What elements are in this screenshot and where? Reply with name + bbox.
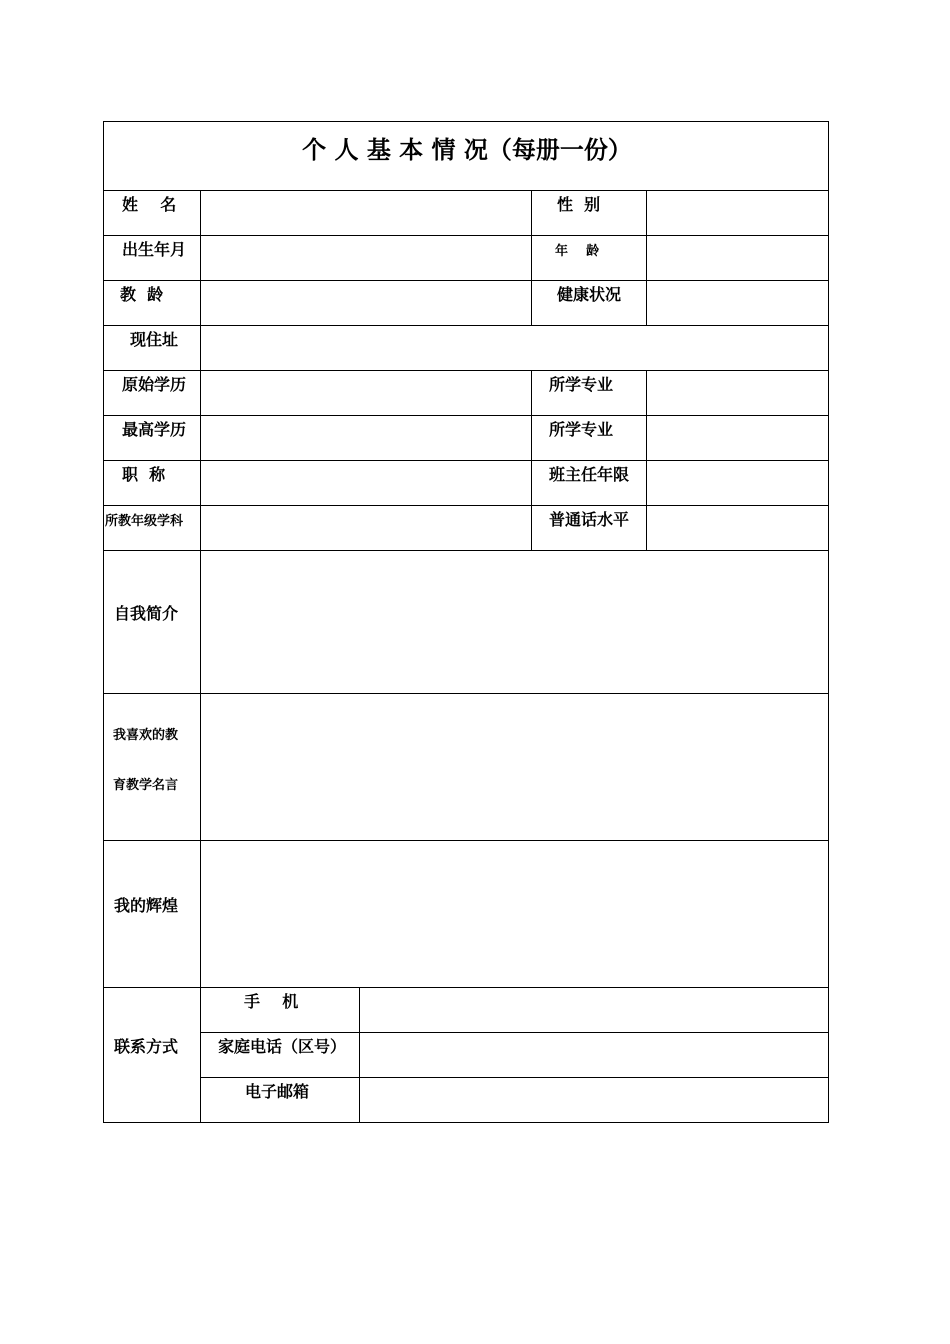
column-divider xyxy=(531,190,532,325)
address-field[interactable] xyxy=(201,326,828,370)
mobile-field[interactable] xyxy=(360,988,828,1032)
achievements-label: 我的辉煌 xyxy=(114,896,179,915)
birth-field[interactable] xyxy=(201,236,531,280)
age-label: 年 龄 xyxy=(555,244,600,259)
highest-major-field[interactable] xyxy=(647,416,828,460)
home-phone-label: 家庭电话（区号） xyxy=(218,1037,347,1056)
original-major-label: 所学专业 xyxy=(549,375,614,394)
email-label: 电子邮箱 xyxy=(245,1082,310,1101)
highest-major-label: 所学专业 xyxy=(549,420,614,439)
headteacher-years-field[interactable] xyxy=(647,461,828,505)
mobile-label: 手 机 xyxy=(244,992,299,1011)
form-title: 个 人 基 本 情 况（每册一份） xyxy=(302,136,632,164)
mandarin-level-label: 普通话水平 xyxy=(549,510,630,529)
original-major-field[interactable] xyxy=(647,371,828,415)
name-field[interactable] xyxy=(201,191,531,235)
gender-field[interactable] xyxy=(647,191,828,235)
birth-label: 出生年月 xyxy=(122,240,187,259)
mandarin-level-field[interactable] xyxy=(647,506,828,550)
title-rank-label: 职 称 xyxy=(122,465,166,484)
self-intro-field[interactable] xyxy=(201,551,828,693)
teaching-years-field[interactable] xyxy=(201,281,531,325)
home-phone-field[interactable] xyxy=(360,1033,828,1077)
title-rank-field[interactable] xyxy=(201,461,531,505)
headteacher-years-label: 班主任年限 xyxy=(549,465,630,484)
age-field[interactable] xyxy=(647,236,828,280)
personal-info-form xyxy=(103,121,829,1123)
favorite-quote-label-line2: 育教学名言 xyxy=(113,778,179,793)
email-field[interactable] xyxy=(360,1078,828,1122)
favorite-quote-field[interactable] xyxy=(201,694,828,840)
original-education-field[interactable] xyxy=(201,371,531,415)
contact-label: 联系方式 xyxy=(114,1037,179,1056)
original-education-label: 原始学历 xyxy=(122,375,187,394)
teaching-years-label: 教 龄 xyxy=(120,285,164,304)
health-label: 健康状况 xyxy=(557,285,622,304)
address-label: 现住址 xyxy=(130,330,179,349)
column-divider xyxy=(531,370,532,550)
grade-subject-label: 所教年级学科 xyxy=(105,514,184,529)
gender-label: 性 别 xyxy=(557,195,601,214)
highest-education-field[interactable] xyxy=(201,416,531,460)
self-intro-label: 自我简介 xyxy=(114,604,179,623)
favorite-quote-label-line1: 我喜欢的教 xyxy=(113,728,179,743)
highest-education-label: 最高学历 xyxy=(122,420,187,439)
health-field[interactable] xyxy=(647,281,828,325)
grade-subject-field[interactable] xyxy=(201,506,531,550)
achievements-field[interactable] xyxy=(201,841,828,987)
name-label: 姓 名 xyxy=(122,195,177,214)
